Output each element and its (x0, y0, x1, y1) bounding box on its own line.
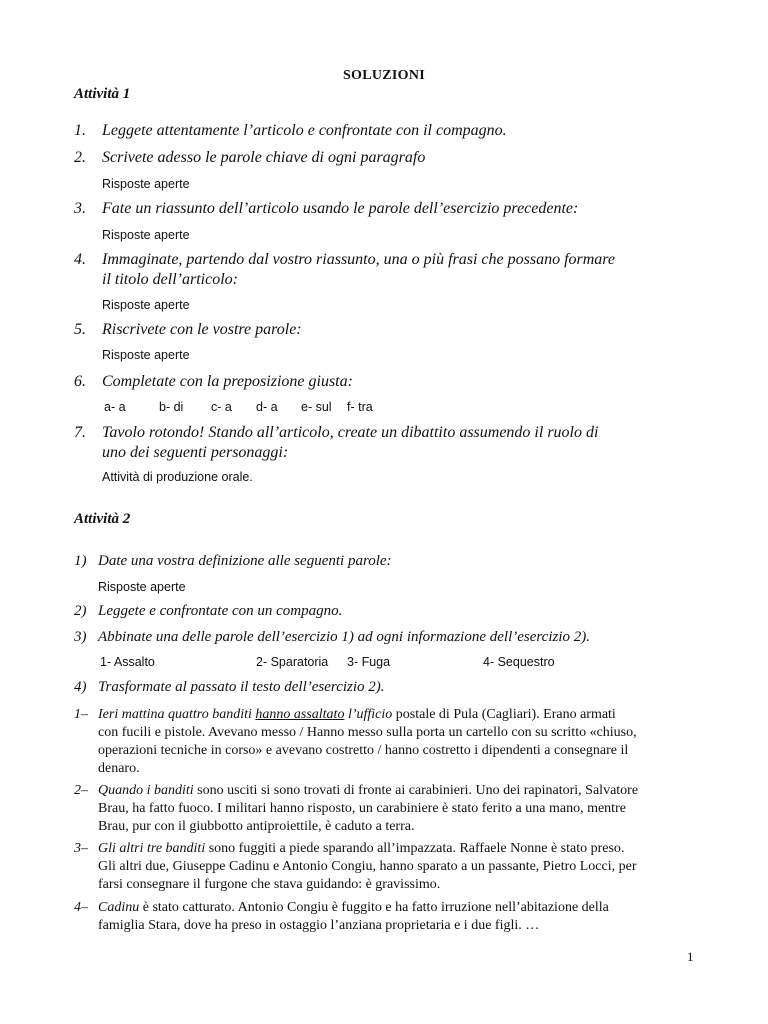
item-2-answer: Risposte aperte (102, 177, 190, 191)
item-text: Fate un riassunto dell’articolo usando le parole dell’esercizio precedente: (102, 200, 579, 217)
item-7-text-line-2: uno dei seguenti personaggi: (102, 444, 289, 461)
paragraph-line-1: Quando i banditi sono usciti si sono trovati di fronte ai carabinieri. Uno dei rapinatori, Salvatore (98, 783, 639, 798)
match-answer-3: 3- Fuga (347, 655, 391, 669)
item-number: 1) (74, 553, 87, 569)
paragraph-1-line-2: con fucili e pistole. Avevano messo / Hanno messo sulla porta un cartello con su scritto «chiuso, (98, 725, 637, 740)
item-number: 1. (74, 122, 86, 139)
item-6-answer-e: e- sul (301, 400, 332, 414)
item-text: Date una vostra definizione alle seguenti parole: (98, 553, 392, 569)
activity-2-heading: Attività 2 (74, 511, 131, 527)
paragraph-3-line-2: Gli altri due, Giuseppe Cadinu e Antonio Congiu, hanno sparato a un passante, Pietro Locci, per (98, 859, 637, 874)
item-6-answer-f: f- tra (347, 400, 373, 414)
page-title: SOLUZIONI (342, 68, 426, 83)
item-number: 4) (74, 679, 87, 695)
item-6-answer-b: b- di (159, 400, 184, 414)
item-number: 4. (74, 251, 86, 268)
item-6-answer-a: a- a (104, 400, 126, 414)
paragraph-number: 4– (74, 900, 88, 915)
item-number: 3) (74, 629, 87, 645)
item-number: 3. (74, 200, 86, 217)
paragraph-number: 1– (74, 707, 88, 722)
paragraph-4-line-2: famiglia Stara, dove ha preso in ostaggio l’anziana proprietaria e i due figli. … (98, 918, 540, 933)
item-6-answer-c: c- a (211, 400, 232, 414)
paragraph-1-line-4: denaro. (98, 761, 140, 776)
item-text: Completate con la preposizione giusta: (102, 373, 353, 390)
paragraph-number: 2– (74, 783, 88, 798)
item-text: Leggete e confrontate con un compagno. (98, 603, 343, 619)
page-number: 1 (687, 949, 694, 964)
paragraph-line-1: Gli altri tre banditi sono fuggiti a piede sparando all’impazzata. Raffaele Nonne è stato preso. (98, 841, 625, 856)
item-number: 2. (74, 149, 86, 166)
activity-1-heading: Attività 1 (74, 86, 131, 102)
item-3-answer: Risposte aperte (102, 228, 190, 242)
match-answer-2: 2- Sparatoria (256, 655, 329, 669)
paragraph-1-line-3: operazioni tecniche in corso» e avevano costretto / hanno costretto i dipendenti a consegnare il (98, 743, 629, 758)
item-text: Trasformate al passato il testo dell’esercizio 2). (98, 679, 385, 695)
item-text: Immaginate, partendo dal vostro riassunto, una o più frasi che possano formare (102, 251, 616, 268)
item-number: 6. (74, 373, 86, 390)
match-answer-1: 1- Assalto (100, 655, 155, 669)
item-6-answer-d: d- a (256, 400, 278, 414)
paragraph-line-1: Cadinu è stato catturato. Antonio Congiu è fuggito e ha fatto irruzione nell’abitazione della (98, 900, 609, 915)
paragraph-line-1: Ieri mattina quattro banditi hanno assaltato l’ufficio postale di Pula (Cagliari). Erano armati (98, 707, 616, 722)
paragraph-2-line-3: Brau, pur con il giubbotto antiproiettile, è caduto a terra. (98, 819, 415, 834)
paragraph-2-line-2: Brau, ha fatto fuoco. I militari hanno risposto, un carabiniere è stato ferito a una mano, mentre (98, 801, 626, 816)
item-number: 5. (74, 321, 86, 338)
item-number: 7. (74, 424, 86, 441)
paragraph-3-line-3: farsi consegnare il furgone che stava guidando: è gravissimo. (98, 877, 441, 892)
item-5-answer: Risposte aperte (102, 348, 190, 362)
item-7-answer: Attività di produzione orale. (102, 470, 253, 484)
item-number: 2) (74, 603, 87, 619)
item-text: Leggete attentamente l’articolo e confrontate con il compagno. (102, 122, 507, 139)
activity-2-item-1-answer: Risposte aperte (98, 580, 186, 594)
paragraph-number: 3– (74, 841, 88, 856)
item-text: Tavolo rotondo! Stando all’articolo, create un dibattito assumendo il ruolo di (102, 424, 599, 441)
item-text: Riscrivete con le vostre parole: (102, 321, 302, 338)
item-4-answer: Risposte aperte (102, 298, 190, 312)
item-4-text-line-2: il titolo dell’articolo: (102, 271, 238, 288)
item-text: Scrivete adesso le parole chiave di ogni paragrafo (102, 149, 426, 166)
item-text: Abbinate una delle parole dell’esercizio 1) ad ogni informazione dell’esercizio 2). (98, 629, 590, 645)
match-answer-4: 4- Sequestro (483, 655, 555, 669)
